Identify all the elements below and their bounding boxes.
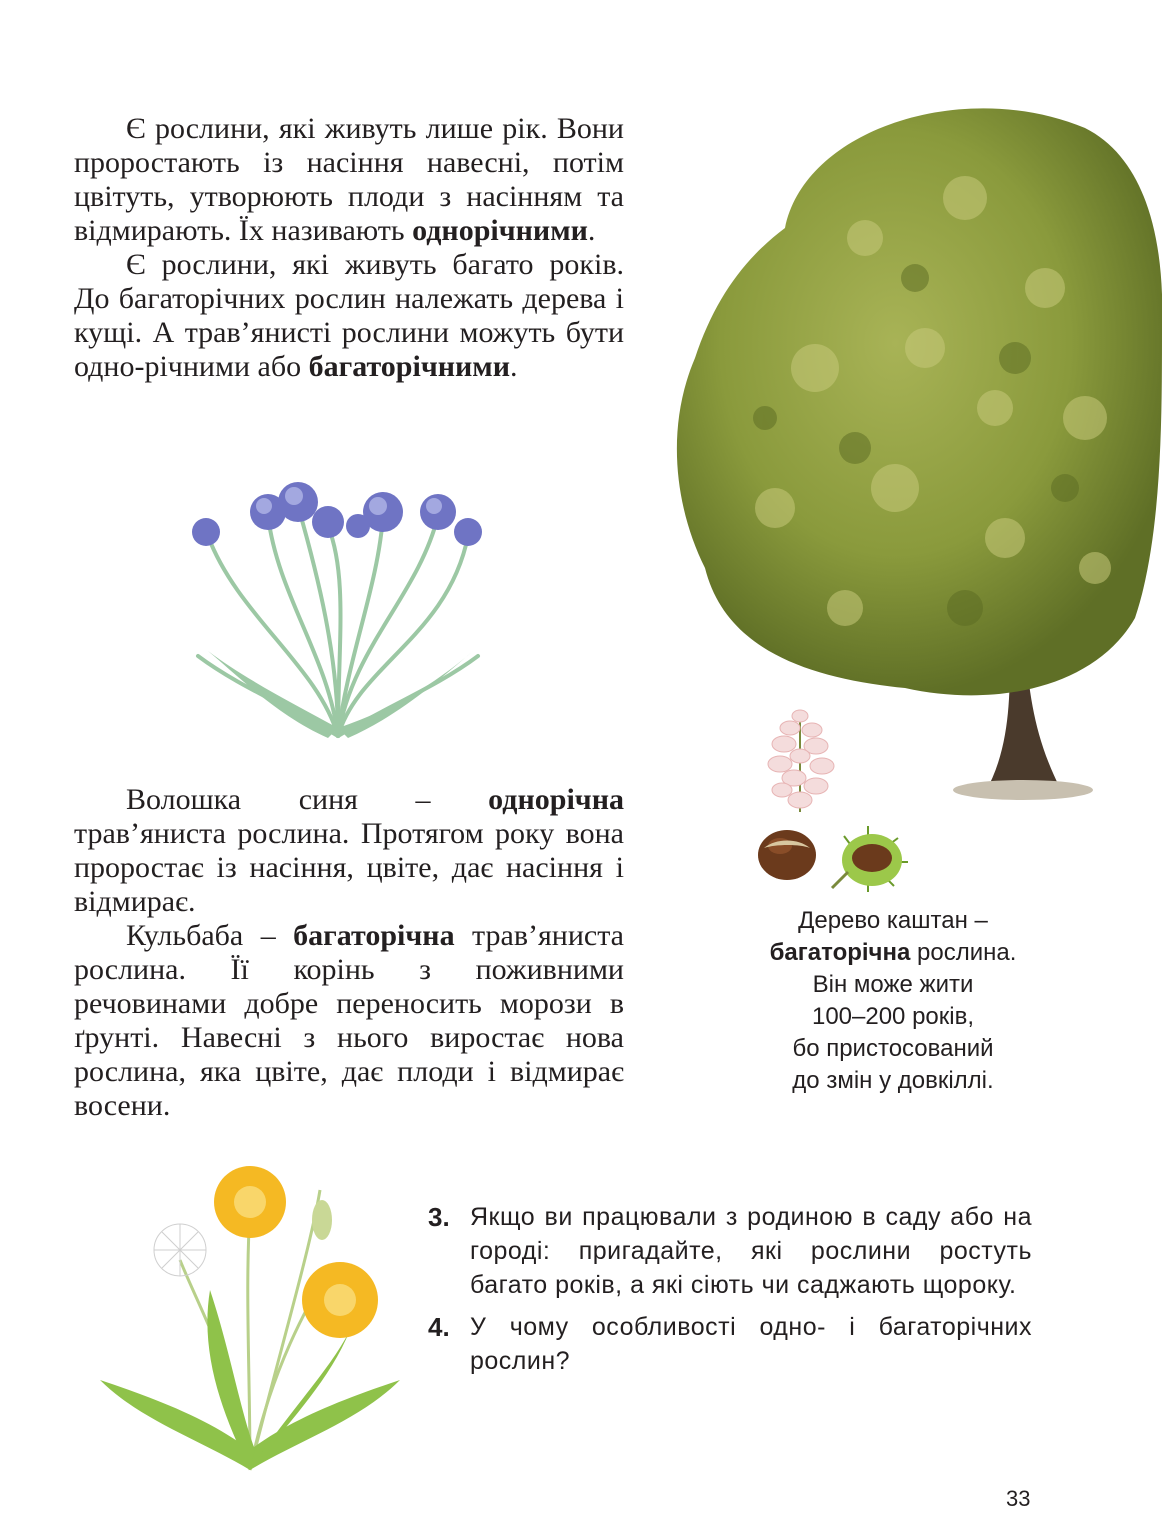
- chestnut-nut-icon: [756, 826, 818, 882]
- paragraph-annual: Є рослини, які живуть лише рік. Вони проростають із насіння навесні, потім цвітуть, утворюють плоди з насінням та відмирають. Їх називають однорічними.: [74, 112, 624, 247]
- tree-illustration: [665, 88, 1162, 808]
- question-3: 3. Якщо ви працювали з родиною в саду або на городі: пригадайте, які рослини ростуть багато років, а які сіють чи саджають щороку.: [428, 1202, 1032, 1299]
- paragraph-perennial: Є рослини, які живуть багато років. До багаторічних рослин належать дерева і кущі. А трав’янисті рослини можуть бути одно-річними або багаторічними.: [74, 248, 624, 383]
- dandelion-illustration: [100, 1150, 400, 1480]
- examples-text: [74, 783, 624, 1123]
- tree-caption: Дерево каштан – багаторічна рослина. Він може жити 100–200 років, бо пристосований до змін у довкіллі.: [769, 907, 1017, 1094]
- question-4: 4. У чому особливості одно- і багаторічних рослин?: [428, 1312, 1032, 1375]
- paragraph-dandelion: Кульбаба – багаторічна трав’яниста рослина. Її корінь з поживними речовинами добре переносить морози в ґрунті. Навесні з нього виростає нова рослина, яка цвіте, дає плоди і відмирає восени.: [74, 919, 624, 1122]
- page-number: 33: [1006, 1486, 1031, 1511]
- chestnut-flower-icon: [760, 704, 846, 816]
- questions-list: [428, 1200, 1032, 1386]
- paragraph-cornflower: Волошка синя – однорічна трав’яниста рослина. Протягом року вона проростає із насіння, цвіте, дає насіння і відмирає.: [74, 783, 624, 918]
- cornflower-illustration: [178, 476, 500, 746]
- intro-text: [74, 112, 624, 384]
- chestnut-husk-icon: [828, 822, 914, 894]
